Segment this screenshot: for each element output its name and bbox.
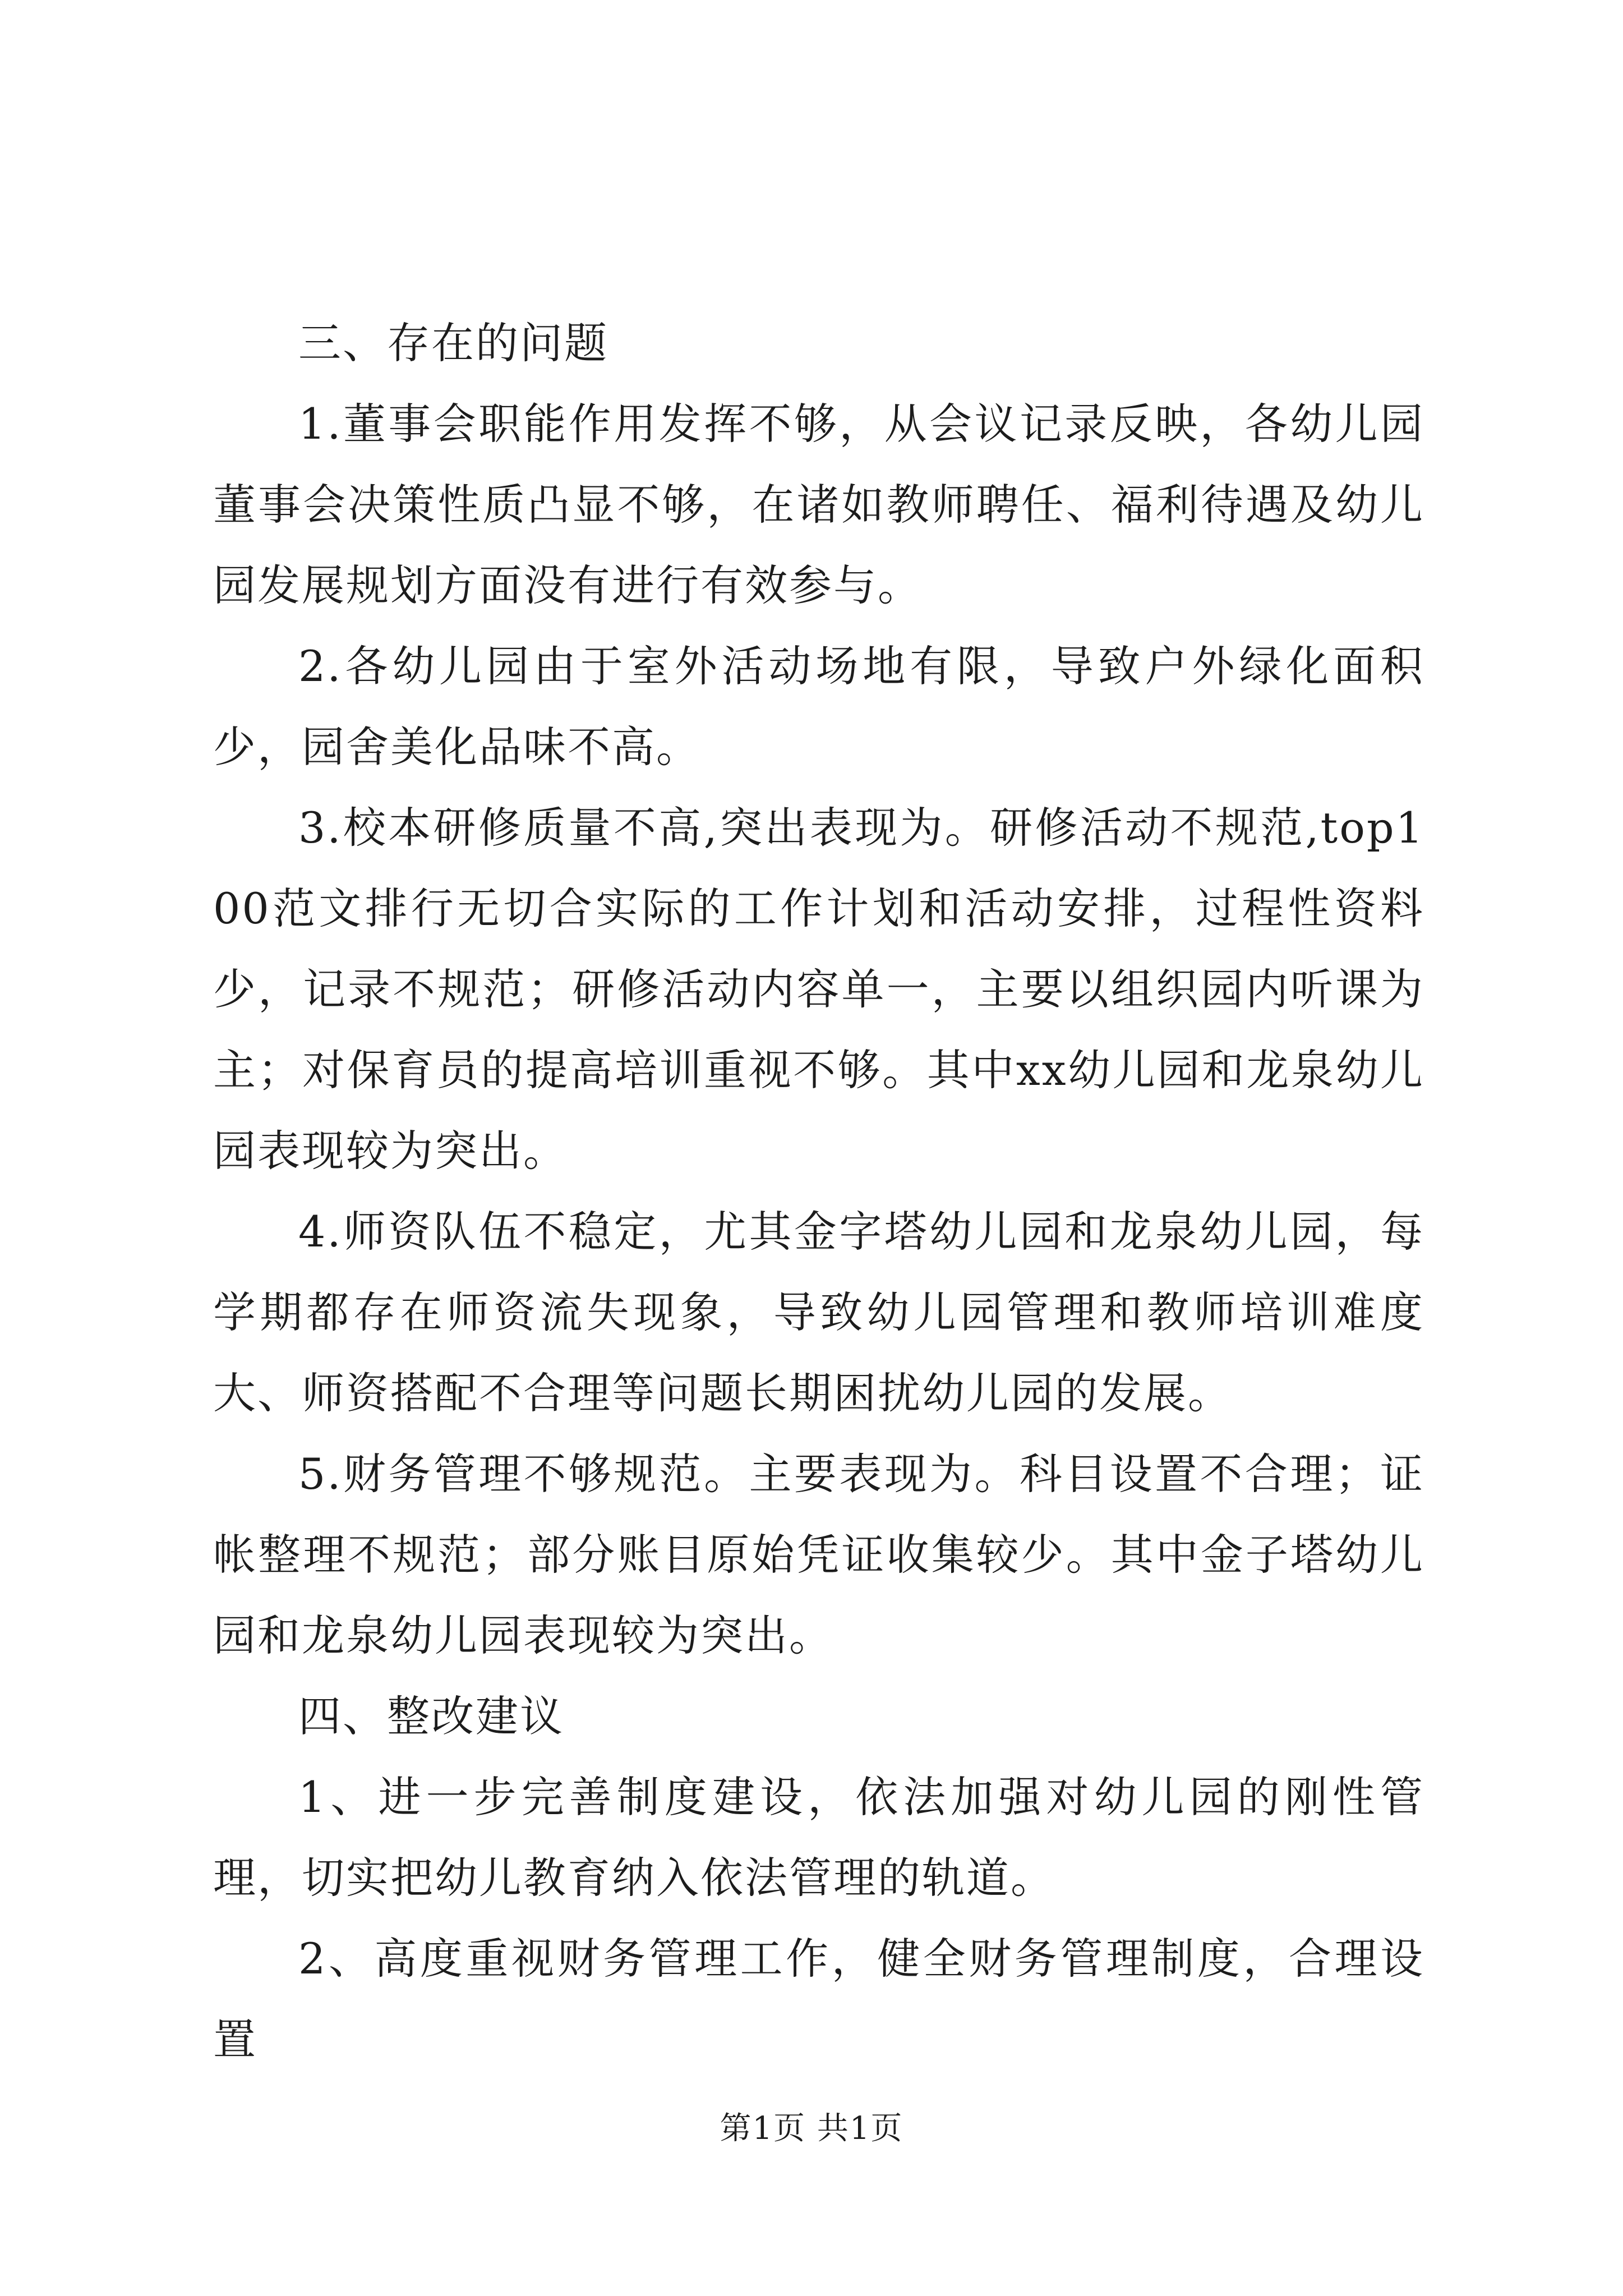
problem-item-1: 1.董事会职能作用发挥不够，从会议记录反映，各幼儿园董事会决策性质凸显不够，在诸如教师聘任、福利待遇及幼儿园发展规划方面没有进行有效参与。 bbox=[213, 399, 1424, 610]
problem-item-3: 3.校本研修质量不高,突出表现为。研修活动不规范,top100范文排行无切合实际的工作计划和活动安排，过程性资料少，记录不规范；研修活动内容单一，主要以组织园内听课为主；对保育员的提高培训重视不够。其中xx幼儿园和龙泉幼儿园表现较为突出。 bbox=[213, 803, 1424, 1176]
section-heading-problems: 三、存在的问题 bbox=[298, 318, 608, 368]
document-body bbox=[213, 303, 1424, 2080]
suggestion-item-2: 2、高度重视财务管理工作，健全财务管理制度，合理设置 bbox=[213, 1934, 1424, 2064]
suggestion-item-1: 1、进一步完善制度建设，依法加强对幼儿园的刚性管理，切实把幼儿教育纳入依法管理的轨道。 bbox=[213, 1772, 1424, 1903]
section-heading-suggestions: 四、整改建议 bbox=[298, 1691, 564, 1741]
problem-item-2: 2.各幼儿园由于室外活动场地有限，导致户外绿化面积少，园舍美化品味不高。 bbox=[213, 641, 1424, 772]
page-number-footer: 第1页 共1页 bbox=[720, 2110, 903, 2147]
problem-item-4: 4.师资队伍不稳定，尤其金字塔幼儿园和龙泉幼儿园，每学期都存在师资流失现象，导致幼儿园管理和教师培训难度大、师资搭配不合理等问题长期困扰幼儿园的发展。 bbox=[213, 1207, 1424, 1418]
problem-item-5: 5.财务管理不够规范。主要表现为。科目设置不合理；证帐整理不规范；部分账目原始凭证收集较少。其中金子塔幼儿园和龙泉幼儿园表现较为突出。 bbox=[213, 1449, 1424, 1660]
